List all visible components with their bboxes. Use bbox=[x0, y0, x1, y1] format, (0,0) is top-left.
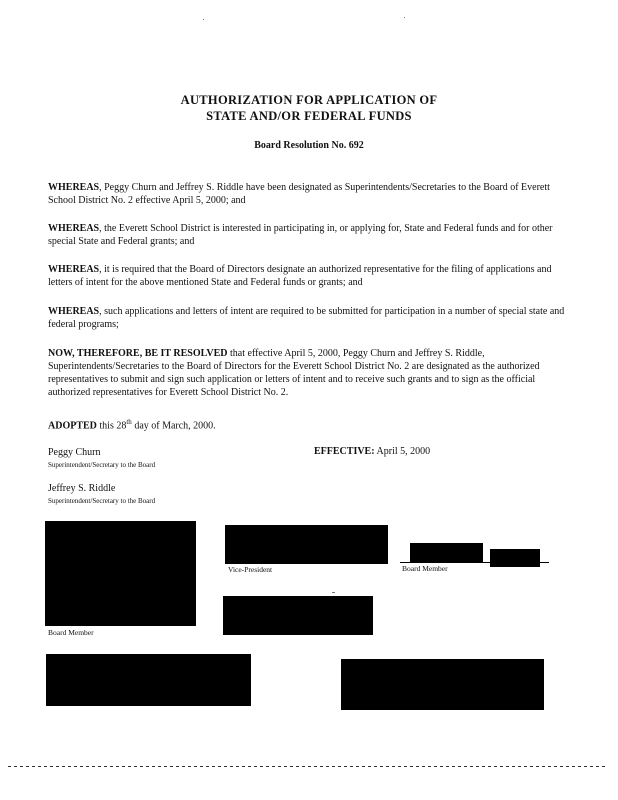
signer-2-title: Superintendent/Secretary to the Board bbox=[48, 497, 156, 505]
paragraph-whereas-1: WHEREAS, Peggy Churn and Jeffrey S. Riddle have been designated as Superintendents/Secretaries to the Board of Everett School District No. 2 effective April 5, 2000; and bbox=[48, 182, 550, 206]
paragraph-whereas-2: WHEREAS, the Everett School District is interested in participating in, or applying for, State and Federal funds and for other special State and Federal grants; and bbox=[48, 223, 553, 247]
redaction-block bbox=[225, 525, 388, 563]
signature-line bbox=[400, 562, 549, 563]
scan-speck bbox=[404, 17, 405, 18]
adopted-line: ADOPTED this 28th day of March, 2000. bbox=[48, 418, 216, 432]
scan-mark bbox=[40, 565, 44, 572]
board-member-label-left: Board Member bbox=[48, 628, 94, 637]
signer-2-name: Jeffrey S. Riddle bbox=[48, 483, 116, 494]
redaction-block bbox=[45, 521, 196, 626]
redaction-block bbox=[46, 654, 251, 706]
signer-1-title: Superintendent/Secretary to the Board bbox=[48, 461, 156, 469]
signature-line bbox=[225, 563, 388, 564]
redaction-block bbox=[223, 596, 373, 635]
paragraph-whereas-4: WHEREAS, such applications and letters of intent are required to be submitted for participation in a number of special state and federal programs; bbox=[48, 306, 565, 330]
signer-1-name: Peggy Churn bbox=[48, 447, 101, 458]
title-line-1: AUTHORIZATION FOR APPLICATION OF bbox=[180, 93, 438, 107]
redaction-block bbox=[410, 543, 483, 562]
paragraph-whereas-3: WHEREAS, it is required that the Board of Directors designate an authorized representative for the filing of applications and letters of intent for the above mentioned State and Federal funds or grants; and bbox=[48, 264, 552, 288]
effective-line: EFFECTIVE: April 5, 2000 bbox=[314, 446, 431, 457]
title-line-2: STATE AND/OR FEDERAL FUNDS bbox=[206, 109, 412, 123]
resolution-number: Board Resolution No. 692 bbox=[254, 140, 364, 151]
redaction-block bbox=[490, 549, 540, 567]
scan-speck bbox=[332, 592, 335, 593]
footer-scan-line bbox=[8, 766, 608, 767]
paragraph-resolved: NOW, THEREFORE, BE IT RESOLVED that effective April 5, 2000, Peggy Churn and Jeffrey S. Riddle, Superintendents/Secretaries to the Board of Directors for the Everett School District No. 2 are designated as the authorized representatives to submit and sign such application or letters of intent and to receive such grants and to sign as the official authorized representatives for Everett School District No. 2. bbox=[48, 348, 540, 398]
board-member-label-right: Board Member bbox=[402, 564, 448, 573]
redaction-block bbox=[341, 659, 544, 710]
vice-president-label: Vice-President bbox=[228, 565, 273, 574]
scan-speck bbox=[203, 19, 204, 20]
